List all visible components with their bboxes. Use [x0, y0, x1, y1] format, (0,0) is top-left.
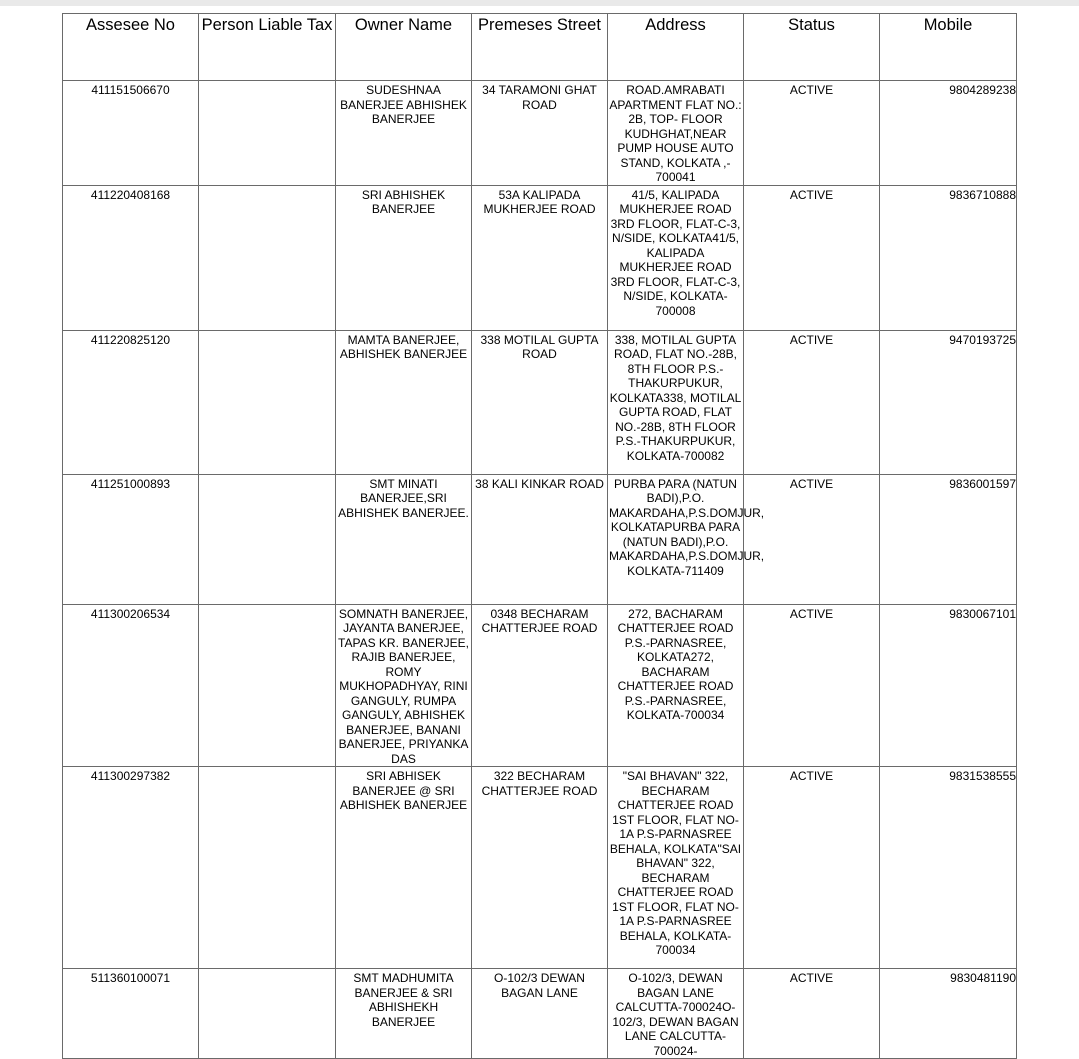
header-premises-street: Premeses Street	[472, 14, 608, 81]
assesee-no-cell: 411220408168	[63, 185, 199, 330]
table-row	[63, 474, 1017, 604]
status-cell: ACTIVE	[744, 604, 880, 767]
mobile-cell: 9836001597	[880, 474, 1017, 604]
header-address: Address	[608, 14, 744, 81]
assesee-no-cell: 411300206534	[63, 604, 199, 767]
assesee-no-cell: 511360100071	[63, 969, 199, 1059]
header-assesee-no: Assesee No	[63, 14, 199, 81]
table-row	[63, 604, 1017, 767]
mobile-cell: 9836710888	[880, 185, 1017, 330]
premises-street-cell: O-102/3 DEWAN BAGAN LANE	[472, 969, 608, 1059]
mobile-cell: 9830067101	[880, 604, 1017, 767]
header-owner-name: Owner Name	[336, 14, 472, 81]
premises-street-cell: 53A KALIPADA MUKHERJEE ROAD	[472, 185, 608, 330]
status-cell: ACTIVE	[744, 81, 880, 186]
table-row	[63, 81, 1017, 186]
person-liable-tax-cell	[199, 185, 336, 330]
premises-street-cell: 338 MOTILAL GUPTA ROAD	[472, 330, 608, 474]
assesee-no-cell: 411220825120	[63, 330, 199, 474]
mobile-cell: 9804289238	[880, 81, 1017, 186]
top-band	[0, 0, 1079, 6]
assesee-no-cell: 411300297382	[63, 767, 199, 969]
premises-street-cell: 38 KALI KINKAR ROAD	[472, 474, 608, 604]
owner-name-cell: SRI ABHISEK BANERJEE @ SRI ABHISHEK BANERJEE	[336, 767, 472, 969]
header-row	[63, 14, 1017, 81]
person-liable-tax-cell	[199, 969, 336, 1059]
address-cell: O-102/3, DEWAN BAGAN LANE CALCUTTA-700024O-102/3, DEWAN BAGAN LANE CALCUTTA-700024-	[608, 969, 744, 1059]
address-cell: 338, MOTILAL GUPTA ROAD, FLAT NO.-28B, 8TH FLOOR P.S.-THAKURPUKUR, KOLKATA338, MOTILAL GUPTA ROAD, FLAT NO.-28B, 8TH FLOOR P.S.-THAKURPUKUR, KOLKATA-700082	[608, 330, 744, 474]
address-cell: ROAD.AMRABATI APARTMENT FLAT NO.: 2B, TOP- FLOOR KUDHGHAT,NEAR PUMP HOUSE AUTO STAND, KOLKATA ,- 700041	[608, 81, 744, 186]
status-cell: ACTIVE	[744, 474, 880, 604]
person-liable-tax-cell	[199, 474, 336, 604]
premises-street-cell: 34 TARAMONI GHAT ROAD	[472, 81, 608, 186]
person-liable-tax-cell	[199, 767, 336, 969]
table-row	[63, 330, 1017, 474]
person-liable-tax-cell	[199, 81, 336, 186]
header-status: Status	[744, 14, 880, 81]
owner-name-cell: SOMNATH BANERJEE, JAYANTA BANERJEE, TAPAS KR. BANERJEE, RAJIB BANERJEE, ROMY MUKHOPADHYAY, RINI GANGULY, RUMPA GANGULY, ABHISHEK BANERJEE, BANANI BANERJEE, PRIYANKA DAS	[336, 604, 472, 767]
header-person-liable-tax: Person Liable Tax	[199, 14, 336, 81]
owner-name-cell: SMT MADHUMITA BANERJEE & SRI ABHISHEKH BANERJEE	[336, 969, 472, 1059]
owner-name-cell: MAMTA BANERJEE, ABHISHEK BANERJEE	[336, 330, 472, 474]
address-cell: "SAI BHAVAN" 322, BECHARAM CHATTERJEE ROAD 1ST FLOOR, FLAT NO-1A P.S-PARNASREE BEHALA, KOLKATA"SAI BHAVAN" 322, BECHARAM CHATTERJEE ROAD 1ST FLOOR, FLAT NO-1A P.S-PARNASREE BEHALA, KOLKATA-700034	[608, 767, 744, 969]
table-row	[63, 969, 1017, 1059]
address-cell: 41/5, KALIPADA MUKHERJEE ROAD 3RD FLOOR, FLAT-C-3, N/SIDE, KOLKATA41/5, KALIPADA MUKHERJEE ROAD 3RD FLOOR, FLAT-C-3, N/SIDE, KOLKATA-700008	[608, 185, 744, 330]
table-row	[63, 767, 1017, 969]
owner-name-cell: SRI ABHISHEK BANERJEE	[336, 185, 472, 330]
assessee-table	[62, 13, 1017, 1059]
status-cell: ACTIVE	[744, 185, 880, 330]
mobile-cell: 9831538555	[880, 767, 1017, 969]
address-cell: 272, BACHARAM CHATTERJEE ROAD P.S.-PARNASREE, KOLKATA272, BACHARAM CHATTERJEE ROAD P.S.-PARNASREE, KOLKATA-700034	[608, 604, 744, 767]
assesee-no-cell: 411151506670	[63, 81, 199, 186]
mobile-cell: 9470193725	[880, 330, 1017, 474]
status-cell: ACTIVE	[744, 767, 880, 969]
premises-street-cell: 0348 BECHARAM CHATTERJEE ROAD	[472, 604, 608, 767]
mobile-cell: 9830481190	[880, 969, 1017, 1059]
table-row	[63, 185, 1017, 330]
address-cell: PURBA PARA (NATUN BADI),P.O. MAKARDAHA,P.S.DOMJUR, KOLKATAPURBA PARA (NATUN BADI),P.O. MAKARDAHA,P.S.DOMJUR, KOLKATA-711409	[608, 474, 744, 604]
person-liable-tax-cell	[199, 604, 336, 767]
premises-street-cell: 322 BECHARAM CHATTERJEE ROAD	[472, 767, 608, 969]
header-mobile: Mobile	[880, 14, 1017, 81]
owner-name-cell: SUDESHNAA BANERJEE ABHISHEK BANERJEE	[336, 81, 472, 186]
status-cell: ACTIVE	[744, 330, 880, 474]
person-liable-tax-cell	[199, 330, 336, 474]
assesee-no-cell: 411251000893	[63, 474, 199, 604]
status-cell: ACTIVE	[744, 969, 880, 1059]
owner-name-cell: SMT MINATI BANERJEE,SRI ABHISHEK BANERJEE.	[336, 474, 472, 604]
